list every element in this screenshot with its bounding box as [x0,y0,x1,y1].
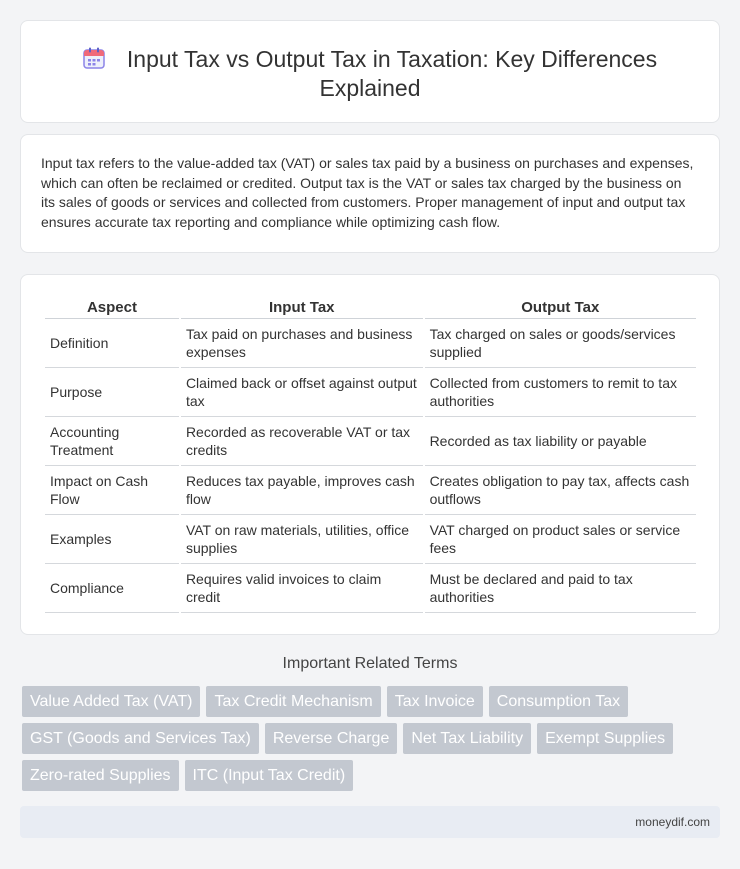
table-row [45,466,696,515]
row-output-tax: Must be declared and paid to tax authorities [425,564,696,613]
related-term-tag[interactable]: Exempt Supplies [537,723,673,754]
row-aspect: Purpose [45,368,179,417]
table-row [45,515,696,564]
row-output-tax: Collected from customers to remit to tax authorities [425,368,696,417]
related-term-tag[interactable]: GST (Goods and Services Tax) [22,723,259,754]
row-input-tax: Claimed back or offset against output tax [181,368,423,417]
row-output-tax: Creates obligation to pay tax, affects cash outflows [425,466,696,515]
footer-site-link[interactable]: moneydif.com [635,815,710,829]
tag-row [22,760,722,791]
table-row [45,319,696,368]
intro-paragraph: Input tax refers to the value-added tax (VAT) or sales tax paid by a business on purchases and expenses, which can often be reclaimed or credited. Output tax is the VAT or sales tax charged by the business on its sales of goods or services and collected from customers. Proper management of input and output tax ensures accurate tax reporting and compliance while optimizing cash flow. [41,155,694,230]
related-term-tag[interactable]: Tax Credit Mechanism [206,686,380,717]
related-term-tag[interactable]: Reverse Charge [265,723,398,754]
row-aspect: Accounting Treatment [45,417,179,466]
comparison-card [20,274,720,635]
row-input-tax: Tax paid on purchases and business expenses [181,319,423,368]
row-input-tax: Reduces tax payable, improves cash flow [181,466,423,515]
row-input-tax: VAT on raw materials, utilities, office supplies [181,515,423,564]
header-card [20,20,720,123]
related-term-tag[interactable]: Net Tax Liability [403,723,531,754]
row-aspect: Compliance [45,564,179,613]
intro-card [20,134,720,253]
row-aspect: Definition [45,319,179,368]
table-row [45,368,696,417]
footer-bar [20,806,720,838]
calendar-icon [83,47,105,69]
row-input-tax: Requires valid invoices to claim credit [181,564,423,613]
related-terms-list [22,686,722,797]
row-input-tax: Recorded as recoverable VAT or tax credits [181,417,423,466]
related-term-tag[interactable]: Consumption Tax [489,686,628,717]
row-output-tax: VAT charged on product sales or service fees [425,515,696,564]
tag-row [22,686,722,717]
related-term-tag[interactable]: Value Added Tax (VAT) [22,686,200,717]
table-header-row [45,297,696,319]
related-term-tag[interactable]: ITC (Input Tax Credit) [185,760,354,791]
row-output-tax: Recorded as tax liability or payable [425,417,696,466]
table-row [45,417,696,466]
tag-row [22,723,722,754]
header-input-tax: Input Tax [181,297,423,319]
page-title [61,45,679,103]
related-term-tag[interactable]: Zero-rated Supplies [22,760,179,791]
header-aspect: Aspect [45,297,179,319]
page-title-text: Input Tax vs Output Tax in Taxation: Key Differences Explained [126,46,658,101]
comparison-table [43,297,698,613]
row-aspect: Impact on Cash Flow [45,466,179,515]
row-output-tax: Tax charged on sales or goods/services supplied [425,319,696,368]
related-term-tag[interactable]: Tax Invoice [387,686,483,717]
table-row [45,564,696,613]
header-output-tax: Output Tax [425,297,696,319]
row-aspect: Examples [45,515,179,564]
related-terms-title: Important Related Terms [282,655,458,672]
